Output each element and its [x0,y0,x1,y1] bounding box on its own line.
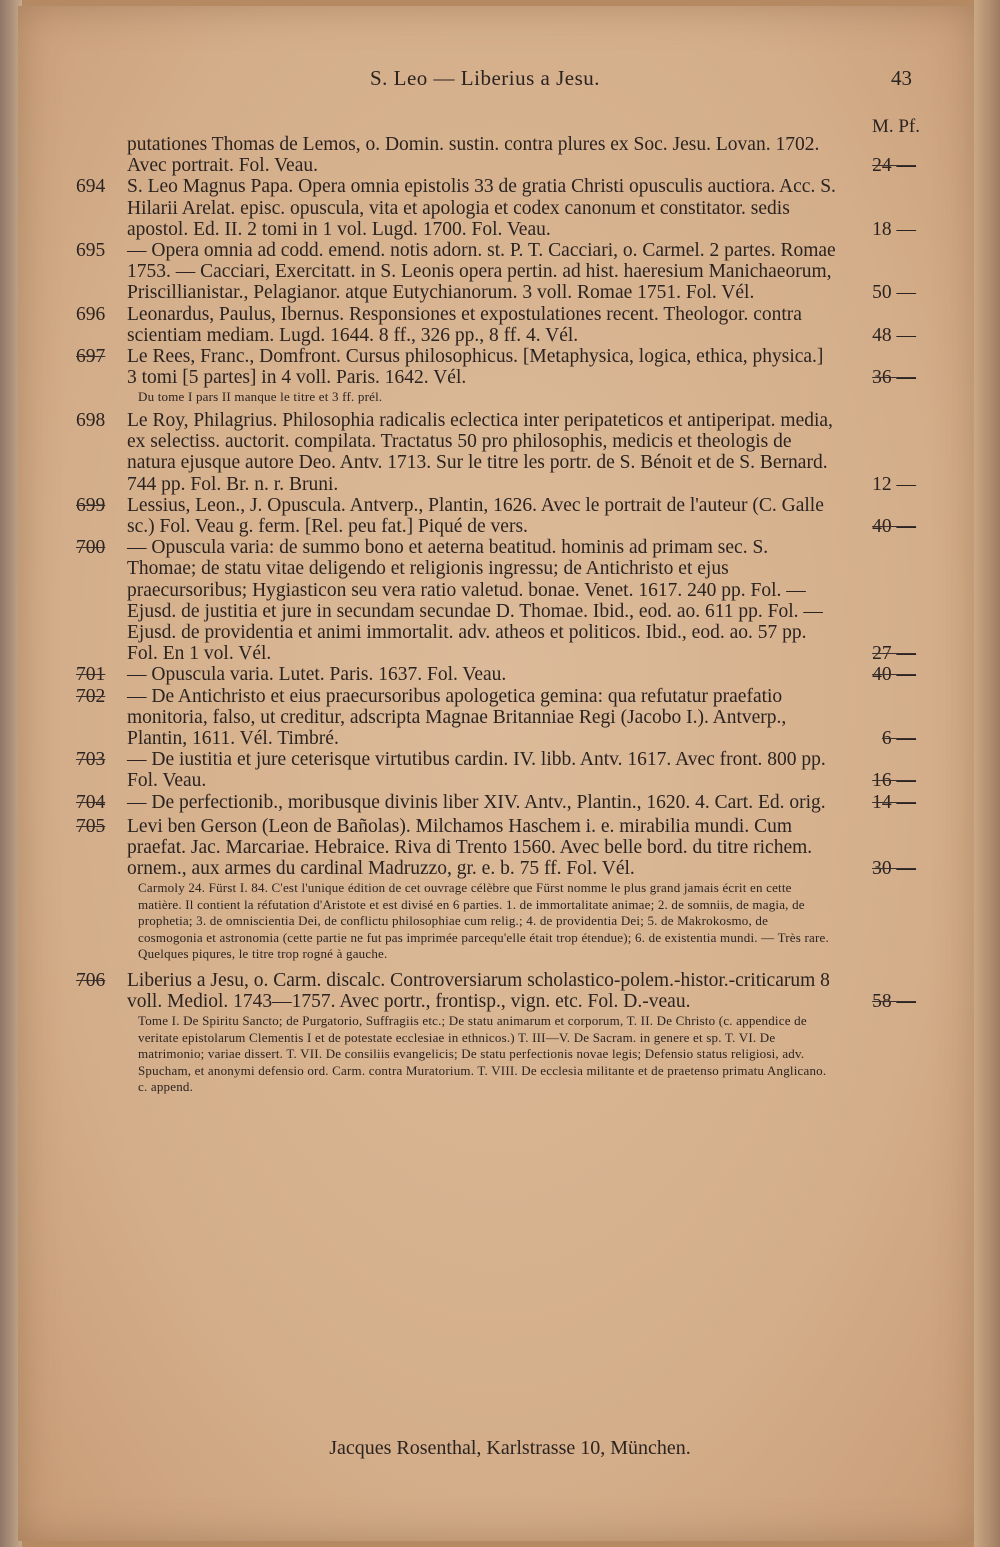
entry-text: — Opera omnia ad codd. emend. notis adorn. st. P. T. Cacciari, o. Carmel. 2 partes. Romae 1753. — Cacciari, Exercitatt. in S. Leonis opera pertin. ad hist. haeresium Manichaeorum, Priscillianistar., Pelagianor. atque Eutychianorum. 3 voll. Romae 1751. Fol. Vél. [127,240,836,304]
entry-price: 16 — [872,770,916,792]
catalog-entry [76,664,916,685]
entry-price: 36 — [872,367,916,389]
entry-price: 30 — [872,858,916,880]
catalog-entry [76,970,916,1012]
catalog-entry [76,686,916,750]
catalog-entry [76,816,916,880]
entry-text: — Opuscula varia: de summo bono et aeterna beatitud. hominis ad primam sec. S. Thomae; de statu vitae deligendo et religionis ingressu; de Antichristo et ejus praecursoribus; Hygiasticon seu vera ratio valetud. bonae. Venet. 1617. 240 pp. Fol. — Ejusd. de justitia et jure in secundam secundae D. Thomae. Ibid., eod. ao. 611 pp. Fol. — Ejusd. de providentia et animi immortalit. adv. atheos et politicos. Ibid., eod. ao. 57 pp. Fol. En 1 vol. Vél. [127,537,823,665]
entry-number: 702 [76,685,106,707]
entry-text: — De Antichristo et eius praecursoribus apologetica gemina: qua refutatur praefatio monitoria, falso, ut creditur, adscripta Magnae Britanniae Regi (Jacobo I.). Antverp., Plantin, 1611. Vél. Timbré. [127,685,787,749]
entry-text: — De perfectionib., moribusque divinis liber XIV. Antv., Plantin., 1620. 4. Cart. Ed. orig. [127,791,826,813]
entry-text: Liberius a Jesu, o. Carm. discalc. Controversiarum scholastico-polem.-histor.-criticarum 8 voll. Mediol. 1743—1757. Avec portr., frontisp., vign. etc. Fol. D.-veau. [127,969,830,1013]
entry-price: 50 — [872,282,916,304]
entry-note: Tome I. De Spiritu Sancto; de Purgatorio, Suffragiis etc.; De statu animarum et corporum, T. II. De Christo (c. appendice de veritate epistolarum Clementis I et de potestate ecclesiae in ethnicos.) T. III—V. De Sacram. in genere et sp. T. VI. De matrimonio; variae dissert. T. VII. De consiliis evangelicis; De statu perfectionis novae legis; Defensio status religiosi, adv. Spucham, et anonymi defensio ord. Carm. contra Muratorium. T. VIII. De ecclesia militante et de praetenso primatu Anglicano. c. append. [138,1013,827,1095]
catalog-entry [76,240,916,304]
entry-number: 694 [76,176,106,198]
entry-text: Le Roy, Philagrius. Philosophia radicalis eclectica inter peripateticos et antiperipat. media, ex selectiss. auctorit. compilata. Tractatus 50 pro philosophis, medicis et theologis de natura ejusque autore Deo. Antv. 1713. Sur le titre les portr. de S. Bénoit et de S. Bernard. 744 pp. Fol. Br. n. r. Bruni. [127,409,833,495]
price-column-header: M. Pf. [871,116,920,137]
catalog-entry [76,134,916,176]
entry-price: 14 — [872,791,916,813]
entry-number: 705 [76,815,106,837]
entry-text: — Opuscula varia. Lutet. Paris. 1637. Fol. Veau. [127,664,507,686]
entry-price: 27 — [872,643,916,665]
page-number: 43 [891,66,912,90]
catalog-entry [76,537,916,664]
entry-number: 695 [76,240,106,262]
entry-text: Levi ben Gerson (Leon de Bañolas). Milchamos Haschem i. e. mirabilia mundi. Cum praefat. Jac. Marcariae. Hebraice. Riva di Trento 1560. Avec belle bord. du titre richem. ornem., aux armes du cardinal Madruzzo, gr. e. b. 75 ff. Fol. Vél. [127,815,813,880]
entry-price: 58 — [872,991,916,1013]
entry-number: 703 [76,749,106,771]
entry-number: 704 [76,791,106,813]
catalog-entry [76,792,916,813]
entry-price: 18 — [872,218,916,240]
entry-text: putationes Thomas de Lemos, o. Domin. sustin. contra plures ex Soc. Jesu. Lovan. 1702. Avec portrait. Fol. Veau. [127,134,820,177]
catalog-entry [76,410,916,495]
entry-note: Carmoly 24. Fürst I. 84. C'est l'unique édition de cet ouvrage célèbre que Fürst nomme le plus grand jamais écrit en cette matière. Il contient la réfutation d'Aristote et est divisé en 6 parties. 1. de immortalitate animae; 2. de somniis, de magia, de prophetia; 3. de omniscientia Dei, de conflictu philosophiae cum relig.; 4. de providentia Dei; 5. de Makrokosmo, de cosmogonia et astronomia (cette partie ne fut pas imprimée parcequ'elle était trop étendue); 6. de existentia mundi. — Très rare. Quelques piqures, le titre trop rogné à gauche. [138,880,829,962]
catalog-entries [76,134,916,1100]
catalog-entry [76,495,916,537]
entry-number: 698 [76,409,106,431]
catalog-entry [76,749,916,791]
entry-price: 40 — [872,515,916,537]
entry-number: 700 [76,537,106,559]
entry-text: Le Rees, Franc., Domfront. Cursus philosophicus. [Metaphysica, logica, ethica, physica.] 3 tomi [5 partes] in 4 voll. Paris. 1642. Vél. [127,346,824,389]
entry-text: S. Leo Magnus Papa. Opera omnia epistolis 33 de gratia Christi opusculis auctiora. Acc. S. Hilarii Arelat. episc. opuscula, vita et apologia et codex canonum et constitator. sedis apostol. Ed. II. 2 tomi in 1 vol. Lugd. 1700. Fol. Veau. [127,176,836,240]
entry-note: Du tome I pars II manque le titre et 3 ff. prél. [138,389,383,405]
entry-number: 701 [76,664,106,686]
entry-price: 24 — [872,155,916,177]
page-header [0,66,1000,96]
publisher-footer: Jacques Rosenthal, Karlstrasse 10, München. [329,1437,691,1459]
entry-number: 697 [76,346,106,368]
catalog-entry [76,346,916,388]
catalog-entry [76,176,916,240]
entry-price: 48 — [872,324,916,346]
entry-price: 40 — [872,664,916,686]
entry-number: 696 [76,303,106,325]
entry-price: 6 — [881,727,916,749]
entry-text: Lessius, Leon., J. Opuscula. Antverp., Plantin, 1626. Avec le portrait de l'auteur (C. Galle sc.) Fol. Veau g. ferm. [Rel. peu fat.] Piqué de vers. [127,494,824,537]
entry-text: — De iustitia et jure ceterisque virtutibus cardin. IV. libb. Antv. 1617. Avec front. 800 pp. Fol. Veau. [127,749,826,792]
catalog-entry [76,304,916,346]
entry-text: Leonardus, Paulus, Ibernus. Responsiones et expostulationes recent. Theologor. contra scientiam mediam. Lugd. 1644. 8 ff., 326 pp., 8 ff. 4. Vél. [127,303,802,346]
entry-number: 699 [76,494,106,516]
running-title: S. Leo — Liberius a Jesu. [369,66,601,90]
entry-number: 706 [76,969,106,991]
entry-price: 12 — [872,473,916,495]
